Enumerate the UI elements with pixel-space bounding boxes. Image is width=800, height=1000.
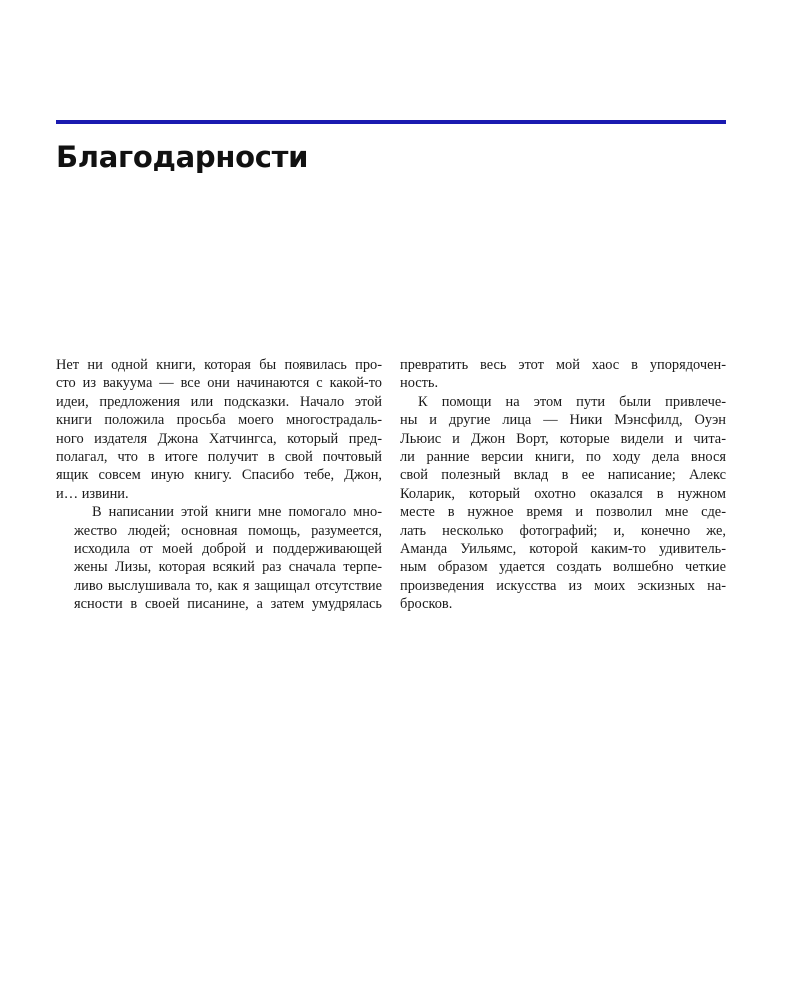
- text-line: книги положила просьба моего многострадаль-: [56, 412, 382, 429]
- paragraph: [56, 356, 382, 503]
- text-line: исходила от моей доброй и поддерживающей: [74, 541, 382, 558]
- text-line: сто из вакуума — все они начинаются с какой-то: [56, 375, 382, 392]
- text-line: ли ранние версии книги, по ходу дела внося: [400, 449, 726, 466]
- right-column: [400, 356, 726, 614]
- text-line: Коларик, который охотно оказался в нужном: [400, 485, 726, 502]
- text-line: лать несколько фотографий; и, конечно же,: [400, 522, 726, 539]
- text-line: Аманда Уильямс, которой каким-то удивитель-: [400, 541, 726, 558]
- text-line: превратить весь этот мой хаос в упорядочен-: [400, 357, 726, 373]
- text-line: ящик совсем иную книгу. Спасибо тебе, Джон,: [56, 467, 382, 484]
- header-rule: [56, 120, 726, 124]
- text-line: жены Лизы, которая всякий раз сначала терпе-: [74, 559, 382, 576]
- text-line: ливо выслушивала то, как я защищал отсутствие: [74, 577, 382, 594]
- left-column: [56, 356, 382, 614]
- text-line: К помощи на этом пути были привлече-: [418, 393, 726, 410]
- text-line: ны и другие лица — Ники Мэнсфилд, Оуэн: [400, 412, 726, 429]
- page-title: Благодарности: [56, 140, 309, 174]
- paragraph: [400, 393, 726, 614]
- text-line: и… извини.: [56, 485, 129, 502]
- text-line: Льюис и Джон Ворт, которые видели и чита-: [400, 430, 726, 447]
- text-line: бросков.: [400, 596, 453, 613]
- text-line: произведения искусства из моих эскизных на-: [400, 577, 726, 594]
- text-line: жество людей; основная помощь, разумеется,: [74, 522, 382, 539]
- text-line: Нет ни одной книги, которая бы появилась про-: [56, 357, 382, 373]
- text-line: ного издателя Джона Хатчингса, который пред-: [56, 430, 382, 447]
- text-line: ясности в своей писанине, а затем умудрялась: [74, 596, 382, 613]
- paragraph: [400, 356, 726, 393]
- paragraph: [56, 503, 382, 613]
- text-line: свой полезный вклад в ее написание; Алекс: [400, 467, 726, 484]
- text-line: В написании этой книги мне помогало мно-: [92, 504, 382, 521]
- text-line: идеи, предложения или подсказки. Начало этой: [56, 393, 382, 410]
- text-line: ным образом удается создать волшебно четкие: [400, 559, 726, 576]
- text-line: полагал, что в итоге получит в свой почтовый: [56, 449, 382, 466]
- text-line: ность.: [400, 375, 439, 392]
- text-line: месте в нужное время и позволил мне сде-: [400, 504, 726, 521]
